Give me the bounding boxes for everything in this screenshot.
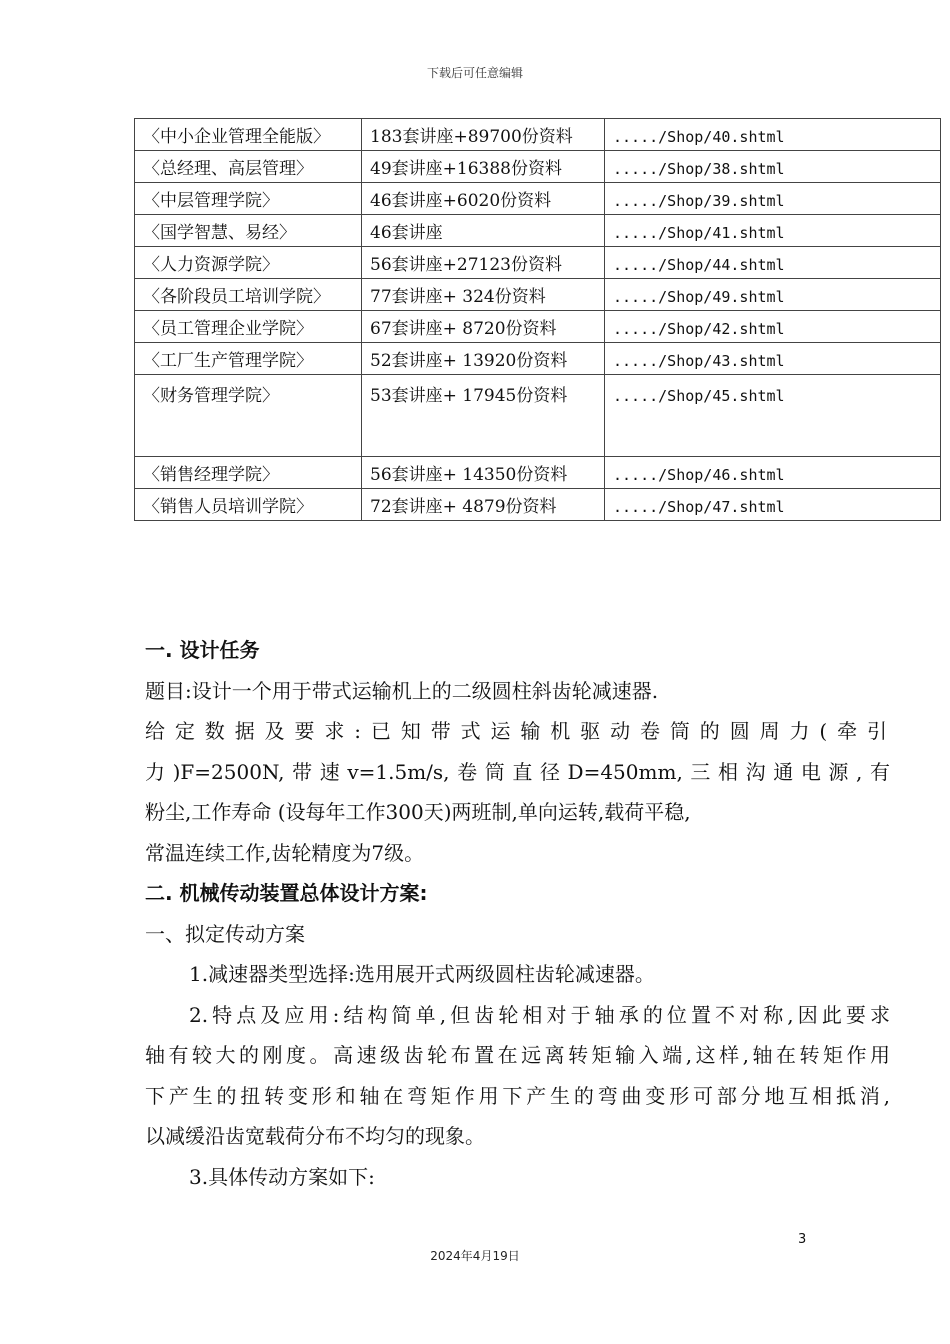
catalog-content-cell: 46套讲座+6020份资料 [362,183,605,215]
catalog-content-cell: 56套讲座+ 14350份资料 [362,457,605,489]
catalog-link-cell: ...../Shop/38.shtml [605,151,941,183]
table-row [135,183,941,215]
catalog-link-cell: ...../Shop/49.shtml [605,279,941,311]
given-data-line-1: 给定数据及要求:已知带式运输机驱动卷筒的圆周力(牵引 [145,719,890,743]
catalog-link-cell: ...../Shop/40.shtml [605,119,941,151]
catalog-name-cell: 〈总经理、高层管理〉 [135,151,362,183]
footer-date: 2024年4月19日 [430,1249,520,1263]
item-reducer-type: 1.减速器类型选择:选用展开式两级圆柱齿轮减速器。 [189,962,655,986]
catalog-table [134,118,941,521]
catalog-content-cell: 56套讲座+27123份资料 [362,247,605,279]
catalog-link-cell: ...../Shop/46.shtml [605,457,941,489]
given-data-line-4: 常温连续工作,齿轮精度为7级。 [145,840,425,865]
given-data-line-3: 粉尘,工作寿命 (设每年工作300天)两班制,单向运转,载荷平稳, [145,800,691,824]
catalog-link-cell: ...../Shop/44.shtml [605,247,941,279]
item-features-line-1: 2.特点及应用:结构简单,但齿轮相对于轴承的位置不对称,因此要求 [189,1002,890,1027]
item-features-line-2: 轴有较大的刚度。高速级齿轮布置在远离转矩输入端,这样,轴在转矩作用 [145,1043,890,1067]
item-features-line-3: 下产生的扭转变形和轴在弯矩作用下产生的弯曲变形可部分地互相抵消, [145,1083,890,1108]
item-features-line-4: 以减缓沿齿宽载荷分布不均匀的现象。 [145,1124,485,1148]
catalog-link-cell: ...../Shop/47.shtml [605,489,941,521]
catalog-content-cell: 53套讲座+ 17945份资料 [362,375,605,457]
table-row [135,457,941,489]
catalog-content-cell: 52套讲座+ 13920份资料 [362,343,605,375]
table-row [135,375,941,457]
table-row [135,279,941,311]
item-specific-scheme: 3.具体传动方案如下: [189,1164,375,1189]
catalog-content-cell: 49套讲座+16388份资料 [362,151,605,183]
catalog-name-cell: 〈中层管理学院〉 [135,183,362,215]
table-row [135,151,941,183]
catalog-name-cell: 〈销售人员培训学院〉 [135,489,362,521]
section-heading-transmission-scheme: 二. 机械传动装置总体设计方案: [145,881,428,905]
table-row [135,215,941,247]
table-row [135,343,941,375]
catalog-name-cell: 〈各阶段员工培训学院〉 [135,279,362,311]
topic-line: 题目:设计一个用于带式运输机上的二级圆柱斜齿轮减速器. [145,678,659,703]
catalog-name-cell: 〈中小企业管理全能版〉 [135,119,362,151]
catalog-content-cell: 183套讲座+89700份资料 [362,119,605,151]
given-data-line-2: 力)F=2500N,带速v=1.5m/s,卷筒直径D=450mm,三相沟通电源,有 [145,759,890,784]
catalog-link-cell: ...../Shop/43.shtml [605,343,941,375]
page-number: 3 [798,1232,807,1247]
document-body [145,630,890,1197]
catalog-name-cell: 〈工厂生产管理学院〉 [135,343,362,375]
table-row [135,247,941,279]
table-row [135,489,941,521]
sub-heading-draft-scheme: 一、拟定传动方案 [145,921,305,946]
table-row [135,311,941,343]
catalog-content-cell: 46套讲座 [362,215,605,247]
catalog-content-cell: 67套讲座+ 8720份资料 [362,311,605,343]
section-heading-design-task: 一. 设计任务 [145,638,260,662]
catalog-name-cell: 〈国学智慧、易经〉 [135,215,362,247]
catalog-link-cell: ...../Shop/39.shtml [605,183,941,215]
catalog-link-cell: ...../Shop/45.shtml [605,375,941,457]
catalog-content-cell: 77套讲座+ 324份资料 [362,279,605,311]
catalog-content-cell: 72套讲座+ 4879份资料 [362,489,605,521]
catalog-name-cell: 〈员工管理企业学院〉 [135,311,362,343]
page-header: 下载后可任意编辑 [426,66,523,80]
catalog-link-cell: ...../Shop/42.shtml [605,311,941,343]
catalog-name-cell: 〈人力资源学院〉 [135,247,362,279]
catalog-link-cell: ...../Shop/41.shtml [605,215,941,247]
catalog-name-cell: 〈财务管理学院〉 [135,375,362,457]
table-row [135,119,941,151]
catalog-name-cell: 〈销售经理学院〉 [135,457,362,489]
